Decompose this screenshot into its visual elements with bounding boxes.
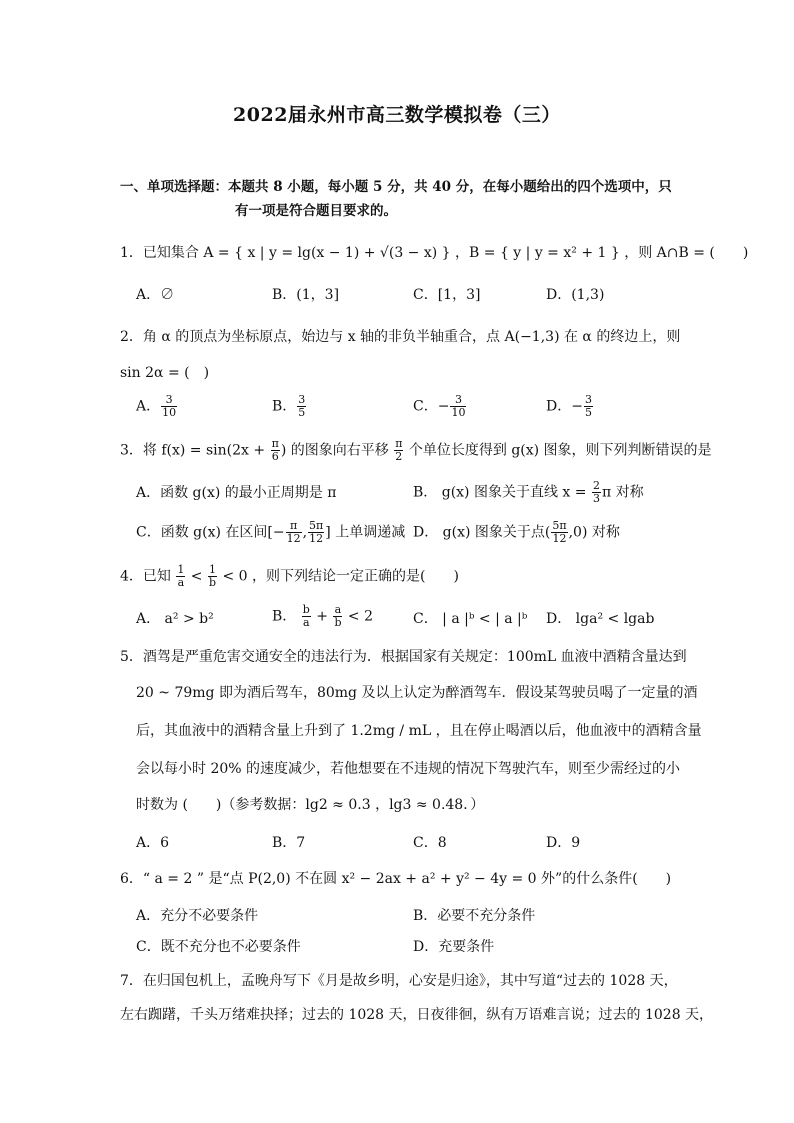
q6-option-c: C．既不充分也不必要条件 <box>136 939 301 955</box>
question-6-text: 6．“ a = 2 ” 是“点 P(2,0) 不在圆 x² − 2ax + a² + y² − 4y = 0 外”的什么条件( ) <box>120 871 672 887</box>
q4-option-d: D． lga² < lgab <box>546 611 655 627</box>
q1-option-b: B．(1，3] <box>272 287 340 303</box>
q5-option-a: A．6 <box>136 835 170 851</box>
question-7-line-2: 左右踟躇，千头万绪难抉择；过去的 1028 天，日夜徘徊，纵有万语难言说；过去的 1028 天， <box>120 1007 714 1023</box>
question-1-text: 1．已知集合 A = { x | y = lg(x − 1) + √(3 − x) } ，B = { y | y = x² + 1 } ，则 A∩B = ( ) <box>120 245 749 261</box>
q3-option-b: B． g(x) 图象关于直线 x = $\frac{2}{3}$ π 对称 <box>413 479 644 505</box>
question-2-text: 2．角 α 的顶点为坐标原点，始边与 x 轴的非负半轴重合，点 A(−1,3) 在 α 的终边上，则 <box>120 329 681 345</box>
q2-option-a: A． $\frac{3}{10}$ <box>136 393 177 419</box>
q2-option-c: C．− $\frac{3}{10}$ <box>413 393 466 419</box>
q3-option-d: D． g(x) 图象关于点( $\frac{5\pi}{12}$ ,0) 对称 <box>413 519 620 545</box>
q6-option-d: D．充要条件 <box>413 939 495 955</box>
q2-option-b: B． $\frac{3}{5}$ <box>272 393 306 419</box>
question-3-text: 3．将 f(x) = sin(2x + $\frac{\pi}{6}$ ) 的图象向右平移 $\frac{\pi}{2}$ 个单位长度得到 g(x) 图象，则下列判断错误的是 <box>120 437 712 463</box>
q4-option-c: C． | a |ᵇ < | a |ᵇ <box>413 611 528 627</box>
q5-option-c: C．8 <box>413 835 447 851</box>
question-4-text: 4．已知 $\frac{1}{a}$ < $\frac{1}{b}$ < 0 ，则下列结论一定正确的是( ) <box>120 563 459 589</box>
question-5-line-2: 20 ~ 79mg 即为酒后驾车，80mg 及以上认定为醉酒驾车．假设某驾驶员喝了一定量的酒 <box>136 685 698 701</box>
q6-option-b: B．必要不充分条件 <box>413 908 536 924</box>
section-heading-line2: 有一项是符合题目要求的。 <box>235 203 397 219</box>
q1-option-d: D．(1,3) <box>546 287 605 303</box>
question-5-line-3: 后，其血液中的酒精含量上升到了 1.2mg / mL ，且在停止喝酒以后，他血液中的酒精含量 <box>136 723 702 739</box>
q4-option-b: B． $\frac{b}{a}$ + $\frac{a}{b}$ < 2 <box>272 603 374 629</box>
section-heading <box>120 175 680 223</box>
q3-option-a: A．函数 g(x) 的最小正周期是 π <box>136 485 337 501</box>
q2-option-d: D．− $\frac{3}{5}$ <box>546 393 592 419</box>
q4-option-a: A． a² > b² <box>136 611 214 627</box>
page-title: 2022届永州市高三数学模拟卷（三） <box>233 104 561 126</box>
question-7-line-1: 7．在归国包机上，孟晚舟写下《月是故乡明，心安是归途》，其中写道“过去的 1028 天， <box>120 973 678 989</box>
q5-option-d: D．9 <box>546 835 581 851</box>
question-2-text-cont: sin 2α = ( ) <box>120 365 210 381</box>
q1-option-c: C．[1，3] <box>413 287 481 303</box>
section-heading-line1: 一、单项选择题：本题共 8 小题，每小题 5 分，共 40 分，在每小题给出的四个选项中，只 <box>120 179 672 195</box>
q1-option-a: A．∅ <box>136 287 175 303</box>
question-5-line-1: 5．酒驾是严重危害交通安全的违法行为．根据国家有关规定：100mL 血液中酒精含量达到 <box>120 649 687 665</box>
q5-option-b: B．7 <box>272 835 306 851</box>
question-5-line-4: 会以每小时 20% 的速度减少，若他想要在不违规的情况下驾驶汽车，则至少需经过的小 <box>136 761 681 777</box>
q6-option-a: A．充分不必要条件 <box>136 908 259 924</box>
q3-option-c: C．函数 g(x) 在区间[− $\frac{\pi}{12}$ , $\frac{5\pi}{12}$ ] 上单调递减 <box>136 519 406 545</box>
question-5-line-5: 时数为 ( )（参考数据：lg2 ≈ 0.3 ，lg3 ≈ 0.48．） <box>136 797 485 813</box>
